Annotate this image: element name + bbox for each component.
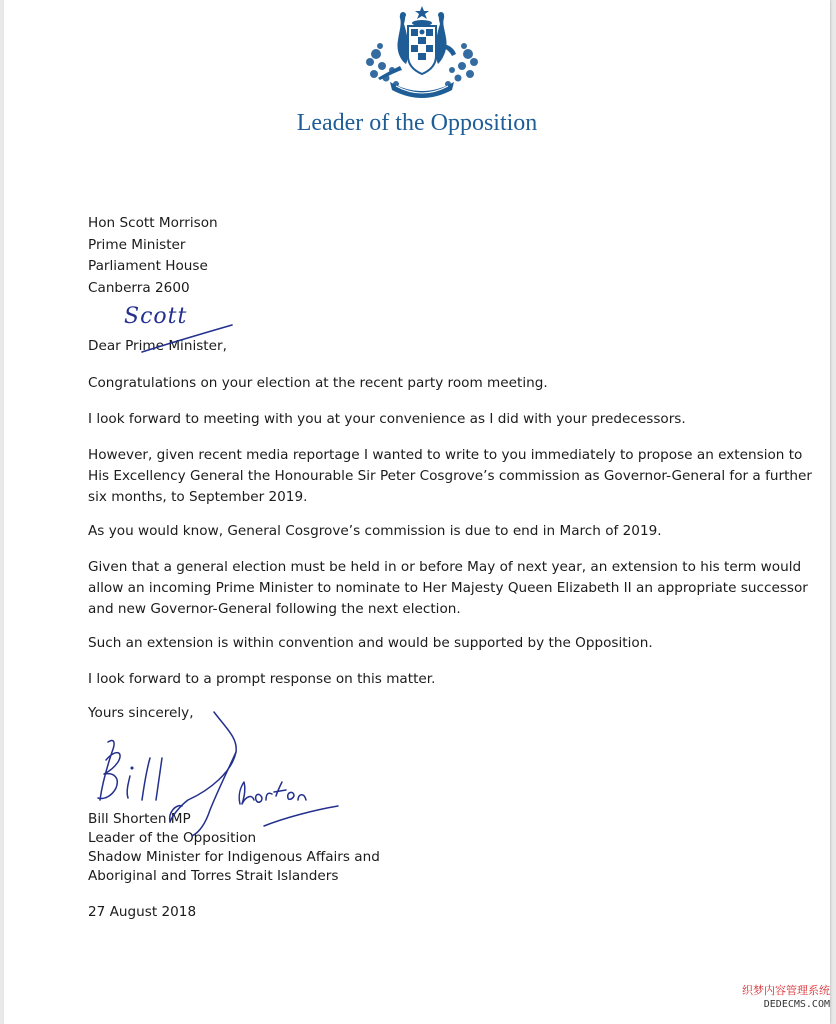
address-line: Prime Minister: [88, 236, 186, 253]
paragraph-line: Such an extension is within convention and would be supported by the Opposition.: [88, 635, 653, 651]
paragraph-line: and new Governor-General following the next election.: [88, 601, 461, 617]
body-paragraph: [88, 521, 662, 542]
signatory-title: Leader of the Opposition: [88, 830, 257, 846]
letter-date: 27 August 2018: [88, 904, 197, 920]
coat-of-arms-logo: [356, 4, 488, 104]
paragraph-line: I look forward to meeting with you at your convenience as I did with your predecessors.: [88, 411, 686, 427]
paragraph-line: Congratulations on your election at the recent party room meeting.: [88, 375, 548, 391]
paragraph-line: As you would know, General Cosgrove’s commission is due to end in March of 2019.: [88, 523, 662, 539]
address-line: Canberra 2600: [88, 279, 190, 296]
salutation-prefix: Dear: [88, 338, 126, 354]
paragraph-line: I look forward to a prompt response on this matter.: [88, 671, 436, 687]
paragraph-line: His Excellency General the Honourable Sir Peter Cosgrove’s commission as Governor-General for a further: [88, 468, 812, 484]
signatory-title: Aboriginal and Torres Strait Islanders: [88, 868, 339, 884]
salutation: [88, 338, 227, 354]
office-title: Leader of the Opposition: [296, 110, 538, 136]
body-paragraph: [88, 373, 548, 394]
closing: Yours sincerely,: [88, 705, 194, 721]
signatory-name: Bill Shorten MP: [88, 811, 191, 827]
paragraph-line: However, given recent media reportage I wanted to write to you immediately to propose an extension to: [88, 447, 803, 463]
letter-page: [4, 0, 830, 1024]
watermark-line: 织梦内容管理系统: [742, 984, 830, 997]
recipient-address: [88, 213, 218, 299]
watermark-logo: [720, 980, 830, 1024]
body-paragraph: [88, 633, 653, 654]
body-paragraph: [88, 557, 808, 620]
signatory-title: Shadow Minister for Indigenous Affairs and: [88, 849, 380, 865]
address-line: Parliament House: [88, 258, 208, 274]
address-line: Hon Scott Morrison: [88, 215, 218, 231]
salutation-suffix: ,: [222, 338, 227, 354]
body-paragraph: [88, 445, 812, 508]
handwritten-scott: Scott: [124, 304, 188, 329]
paragraph-line: allow an incoming Prime Minister to nominate to Her Majesty Queen Elizabeth II an appropriate successor: [88, 580, 808, 596]
watermark-line: DEDECMS.COM: [763, 999, 830, 1010]
paragraph-line: Given that a general election must be held in or before May of next year, an extension to his term would: [88, 559, 802, 575]
body-paragraph: [88, 669, 435, 690]
struck-salutation: Prime Minister: [125, 338, 223, 354]
paragraph-line: six months, to September 2019.: [88, 489, 308, 505]
body-paragraph: [88, 409, 686, 430]
signature-block: [88, 810, 380, 886]
